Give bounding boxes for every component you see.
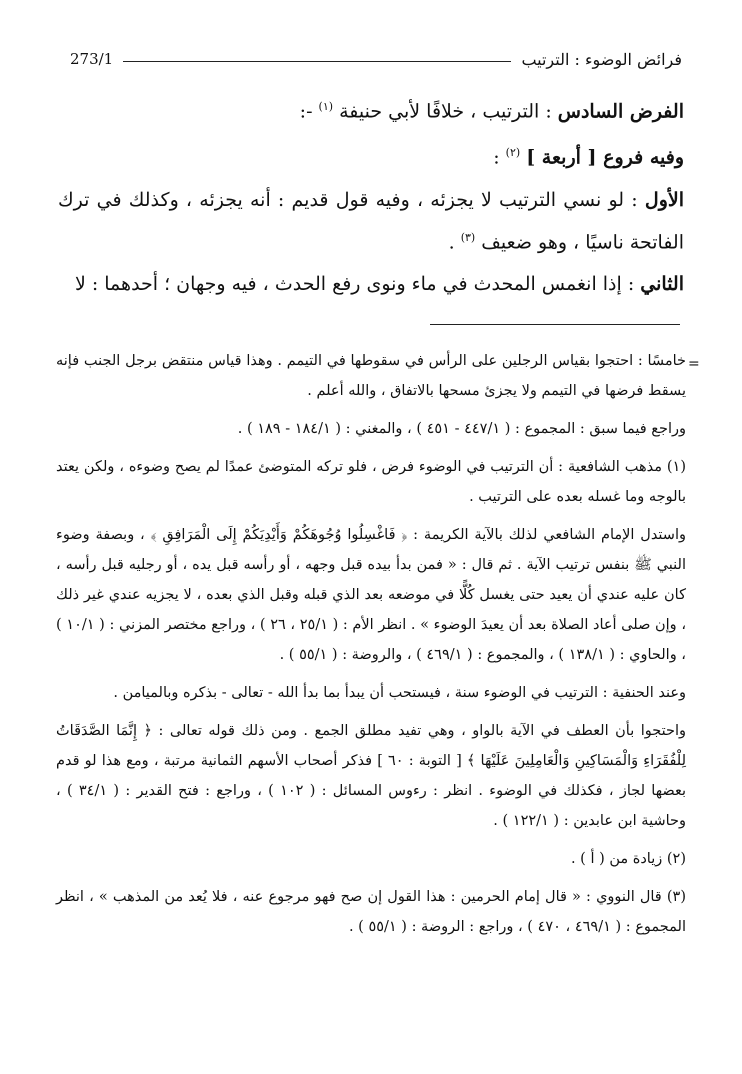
heading-second: الثاني bbox=[640, 272, 684, 295]
running-header bbox=[70, 44, 682, 74]
footnote-1-shafii: واستدل الإمام الشافعي لذلك بالآية الكريمة : ﴿ فَاغْسِلُوا وُجُوهَكُمْ وَأَيْدِيَكُمْ إِلَى الْمَرَافِقِ ﴾ ، وبصفة وضوء النبي ﷺ بنفس ترتيب الآية . ثم قال : « فمن بدأ بيده قبل وجهه ، أو رأسه قبل يده ، أو رجليه قبل رأسه ، كان عليه عندي أن يعيد حتى يغسل كُلًّا في موضعه بعد الذي قبله وقبل الذي بعده ، لا يجزيه عندي غير ذلك ، وإن صلى أعاد الصلاة بعد أن يعيدَ الوضوء » . انظر الأم : ( ٢٥/١ ، ٢٦ ) ، وراجع مختصر المزني : ( ١٠/١ ) ، والحاوي : ( ١٣٨/١ ) ، والمجموع : ( ٤٦٩/١ ) ، والروضة : ( ٥٥/١ ) . bbox=[56, 527, 686, 663]
header-rule bbox=[123, 61, 511, 62]
paragraph-sixth-obligation bbox=[58, 88, 684, 130]
punctuation: -: bbox=[299, 100, 319, 123]
heading-first: الأول bbox=[644, 188, 684, 211]
footnote-separator bbox=[430, 324, 680, 325]
paragraph-first-branch bbox=[58, 181, 684, 261]
footnote-3: (٣) قال النووي : « قال إمام الحرمين : هذا القول إن صح فهو مرجوع عنه ، فلا يُعد من المذهب » ، انظر المجموع : ( ٤٦٩/١ ، ٤٧٠ ) ، وراجع : الروضة : ( ٥٥/١ ) . bbox=[56, 889, 686, 935]
page-number: 273/1 bbox=[70, 50, 114, 68]
branches-text: وفيه فروع [ أربعة ] bbox=[526, 146, 684, 169]
paragraph-branches bbox=[58, 134, 684, 176]
footnotes bbox=[56, 346, 686, 950]
footnote-1: (١) مذهب الشافعية : أن الترتيب في الوضوء فرض ، فلو تركه المتوضئ عمدًا لم يصح وضوءه ، ولكن يعتد بالوجه وما غسله بعده على الترتيب . bbox=[56, 459, 686, 505]
second-branch-text: : إذا انغمس المحدث في ماء ونوى رفع الحدث ، فيه وجهان ؛ أحدهما : لا bbox=[74, 272, 641, 295]
footnote-2: (٢) زيادة من ( أ ) . bbox=[570, 851, 686, 867]
sixth-obligation-text: : الترتيب ، خلافًا لأبي حنيفة bbox=[339, 100, 558, 123]
footnote-ref-2[interactable]: (٢) bbox=[505, 146, 521, 160]
footnote-ref-3[interactable]: (٣) bbox=[460, 230, 476, 244]
footnote-continuation: خامسًا : احتجوا بقياس الرجلين على الرأس في سقوطها في التيمم . وهذا قياس منتقض برجل الجنب فإنه يسقط فرضها في التيمم ولا يجزئ مسحها بالاتفاق ، والله أعلم . bbox=[56, 353, 686, 399]
heading-sixth-obligation: الفرض السادس bbox=[557, 100, 684, 123]
footnote-1-argument: واحتجوا بأن العطف في الآية بالواو ، وهي تفيد مطلق الجمع . ومن ذلك قوله تعالى : ﴿ إِنَّمَا الصَّدَقَاتُ لِلْفُقَرَاءِ وَالْمَسَاكِينِ وَالْعَامِلِينَ عَلَيْهَا ﴾ [ التوبة : ٦٠ ] فذكر أصحاب الأسهم الثمانية مرتبة ، ومع هذا لو قدم بعضها لجاز ، فكذلك في الوضوء . انظر : رءوس المسائل : ( ١٠٢ ) ، وراجع : فتح القدير : ( ٣٤/١ ) ، وحاشية ابن عابدين : ( ١٢٢/١ ) . bbox=[56, 723, 687, 829]
footnote-1-hanafi: وعند الحنفية : الترتيب في الوضوء سنة ، فيستحب أن يبدأ بما بدأ الله - تعالى - بذكره وبالميامن . bbox=[113, 685, 686, 701]
paragraph-second-branch bbox=[58, 265, 684, 303]
header-title: فرائض الوضوء : الترتيب bbox=[521, 49, 682, 69]
punctuation: : bbox=[493, 146, 506, 169]
footnote-continuation-refs: وراجع فيما سبق : المجموع : ( ٤٤٧/١ - ٤٥١ ) ، والمغني : ( ١٨٤/١ - ١٨٩ ) . bbox=[237, 421, 686, 437]
footnote-ref-1[interactable]: (١) bbox=[318, 100, 334, 113]
first-branch-text: : لو نسي الترتيب لا يجزئه ، وفيه قول قديم : أنه يجزئه ، وكذلك في ترك الفاتحة ناسيًا ، وهو ضعيف bbox=[58, 188, 684, 253]
punctuation: . bbox=[448, 230, 461, 253]
continuation-mark: = bbox=[688, 356, 700, 372]
main-text bbox=[58, 88, 684, 303]
